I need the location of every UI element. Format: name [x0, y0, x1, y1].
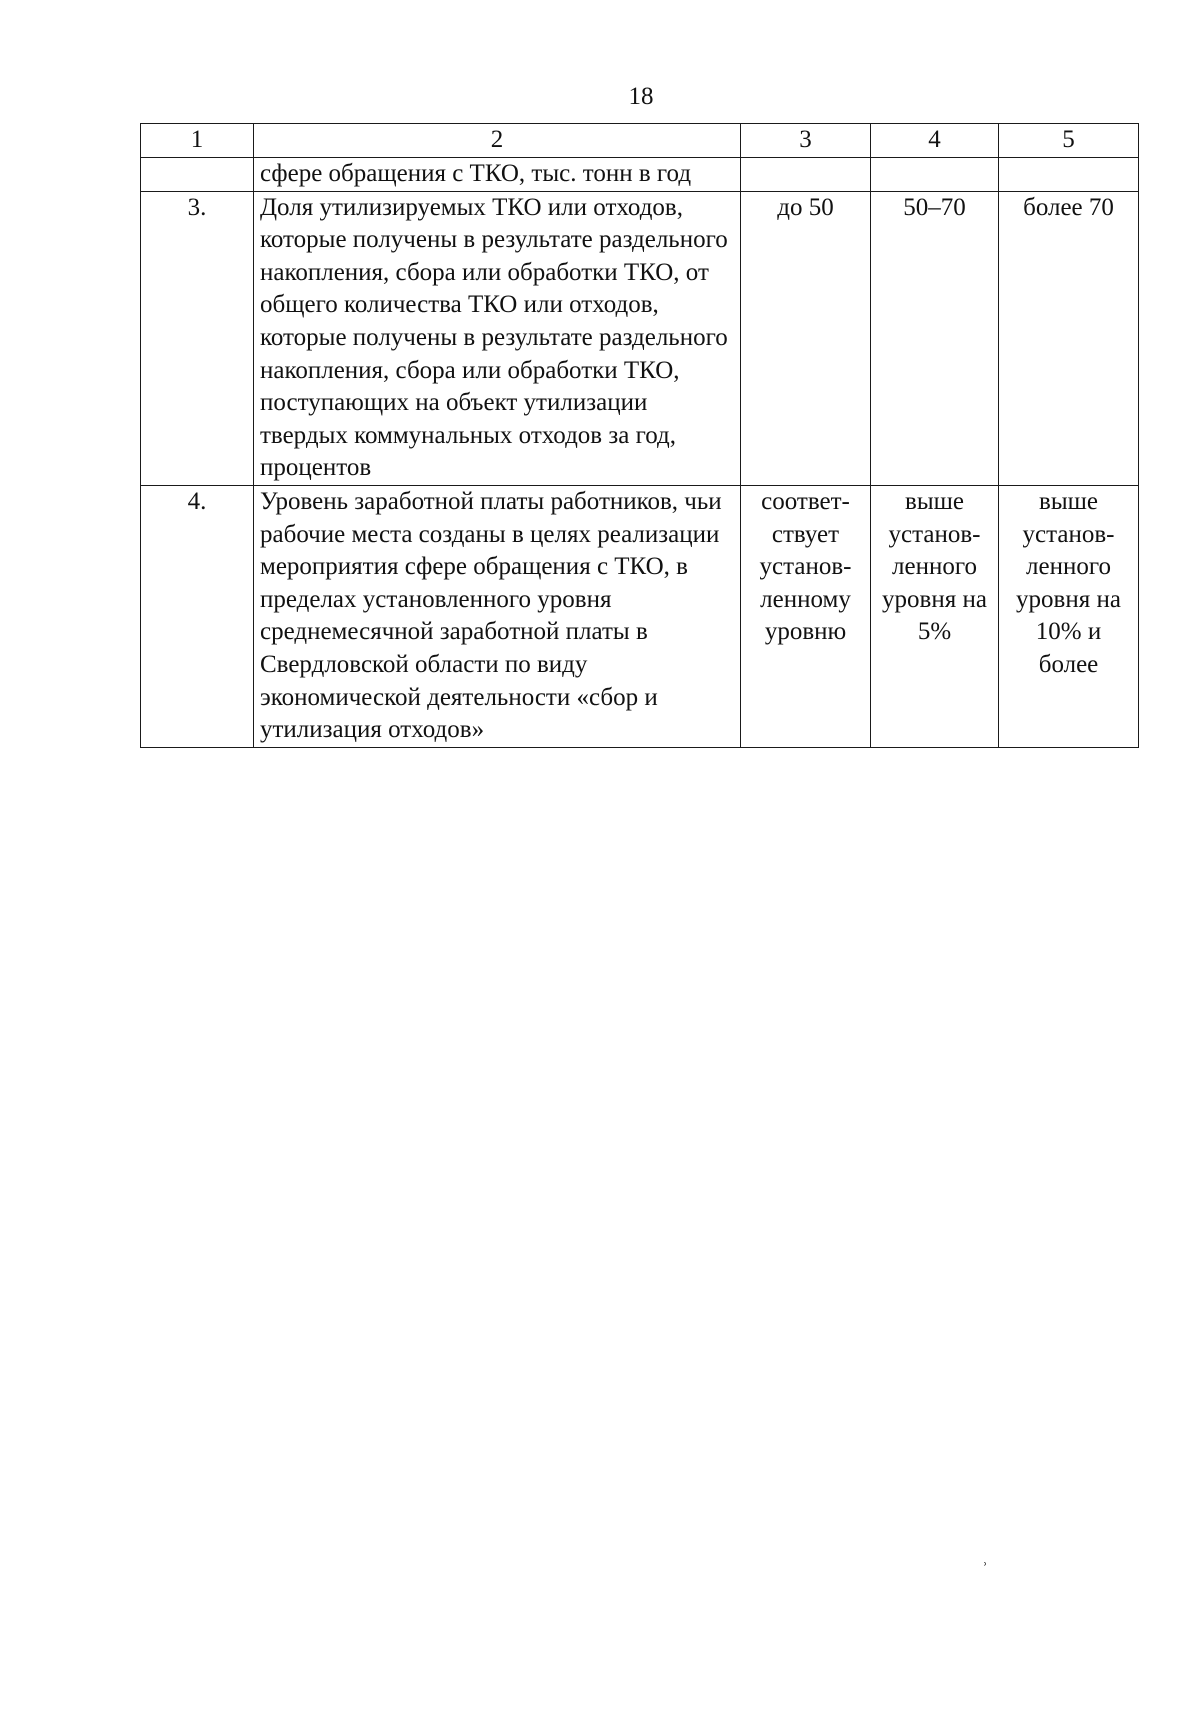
- row-description: Доля утилизируемых ТКО или отходов, которые получены в результате раздельного накопления, сбора или обработки ТКО, от общего количества ТКО или отходов, которые получены в результате раздельного накопления, сбора или обработки ТКО, поступающих на объект утилизации твердых коммунальных отходов за год, процентов: [254, 191, 741, 485]
- value-cell-4: [871, 158, 999, 192]
- value-cell-3: соответ-ствует установ-ленному уровню: [741, 485, 871, 747]
- table-row: [141, 191, 1139, 485]
- row-number: [141, 158, 254, 192]
- row-description: сфере обращения с ТКО, тыс. тонн в год: [254, 158, 741, 192]
- row-number: 3.: [141, 191, 254, 485]
- column-header: 4: [871, 124, 999, 158]
- value-cell-5: выше установ-ленного уровня на 10% и более: [999, 485, 1139, 747]
- stray-mark: ʾ: [982, 1559, 988, 1579]
- value-cell-4: выше установ-ленного уровня на 5%: [871, 485, 999, 747]
- value-cell-5: [999, 158, 1139, 192]
- value-cell-5: более 70: [999, 191, 1139, 485]
- table-row: [141, 158, 1139, 192]
- column-header: 5: [999, 124, 1139, 158]
- row-number: 4.: [141, 485, 254, 747]
- column-header: 2: [254, 124, 741, 158]
- value-cell-4: 50–70: [871, 191, 999, 485]
- value-cell-3: [741, 158, 871, 192]
- row-description: Уровень заработной платы работников, чьи рабочие места созданы в целях реализации мероприятия сфере обращения с ТКО, в пределах установленного уровня среднемесячной заработной платы в Свердловской области по виду экономической деятельности «сбор и утилизация отходов»: [254, 485, 741, 747]
- column-header: 3: [741, 124, 871, 158]
- table-header-row: [141, 124, 1139, 158]
- page-number: 18: [628, 83, 654, 110]
- criteria-table: [140, 123, 1139, 748]
- column-header: 1: [141, 124, 254, 158]
- value-cell-3: до 50: [741, 191, 871, 485]
- table-row: [141, 485, 1139, 747]
